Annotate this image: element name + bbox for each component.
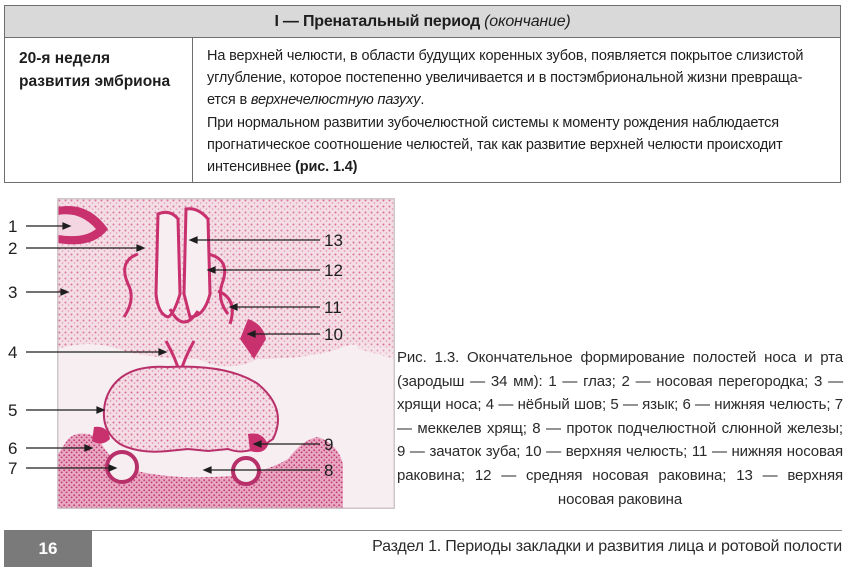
- stage-line-2: развития эмбриона: [19, 73, 171, 90]
- figure-reference: (рис. 1.4): [295, 159, 358, 176]
- description-paragraph-1: На верхней челюсти, в области будущих коренных зубов, появляется покрытое слизистой углубление, которое постепенно увеличивается и в постэмбриональной жизни превращается в верхнечелюстную пазуху.: [207, 48, 804, 109]
- figure-label-13: 13: [324, 231, 343, 250]
- figure-label-10: 10: [324, 325, 343, 344]
- table-header-title: I — Пренатальный период: [274, 12, 481, 30]
- stage-line-1: 20-я неделя: [19, 50, 111, 67]
- section-title: Раздел 1. Периоды закладки и развития лица и ротовой полости: [372, 538, 842, 555]
- figure-label-8: 8: [324, 461, 334, 480]
- table-header-note: (окончание): [484, 12, 571, 30]
- figure-label-9: 9: [324, 435, 334, 454]
- figure-label-4: 4: [8, 343, 18, 362]
- figure-label-6: 6: [8, 439, 18, 458]
- sinus-term: верхнечелюстную пазуху: [250, 92, 421, 109]
- figure-caption-text: Окончательное формирование полостей носа и рта (зародыш — 34 мм): 1 — глаз; 2 — носовая перегородка; 3 — хрящи носа; 4 — нёбный шов; 5 — язык; 6 — нижняя челюсть; 7 — меккелев хрящ; 8 — проток подчелюстной слюнной железы; 9 — зачаток зуба; 10 — верхняя челюсть; 11 — нижняя носовая раковина; 12 — средняя носовая раковина; 13 — верхняя носовая раковина: [397, 349, 844, 508]
- footer-divider: [4, 530, 842, 531]
- figure-label-7: 7: [8, 459, 18, 478]
- figure-caption: [397, 346, 843, 511]
- figure-label-5: 5: [8, 401, 18, 420]
- figure-label-12: 12: [324, 261, 343, 280]
- figure-label-1: 1: [8, 217, 18, 236]
- figure-label-3: 3: [8, 283, 18, 302]
- figure-caption-label: Рис. 1.3.: [397, 349, 460, 366]
- figure-label-11: 11: [324, 298, 342, 317]
- figure-label-2: 2: [8, 239, 18, 258]
- page-number: 16: [4, 530, 92, 567]
- description-paragraph-2: При нормальном развитии зубочелюстной системы к моменту рождения наблюдается прогнатическое соотношение челюстей, так как развитие верхней челюсти происходит интенсивнее (рис. 1.4): [207, 114, 783, 176]
